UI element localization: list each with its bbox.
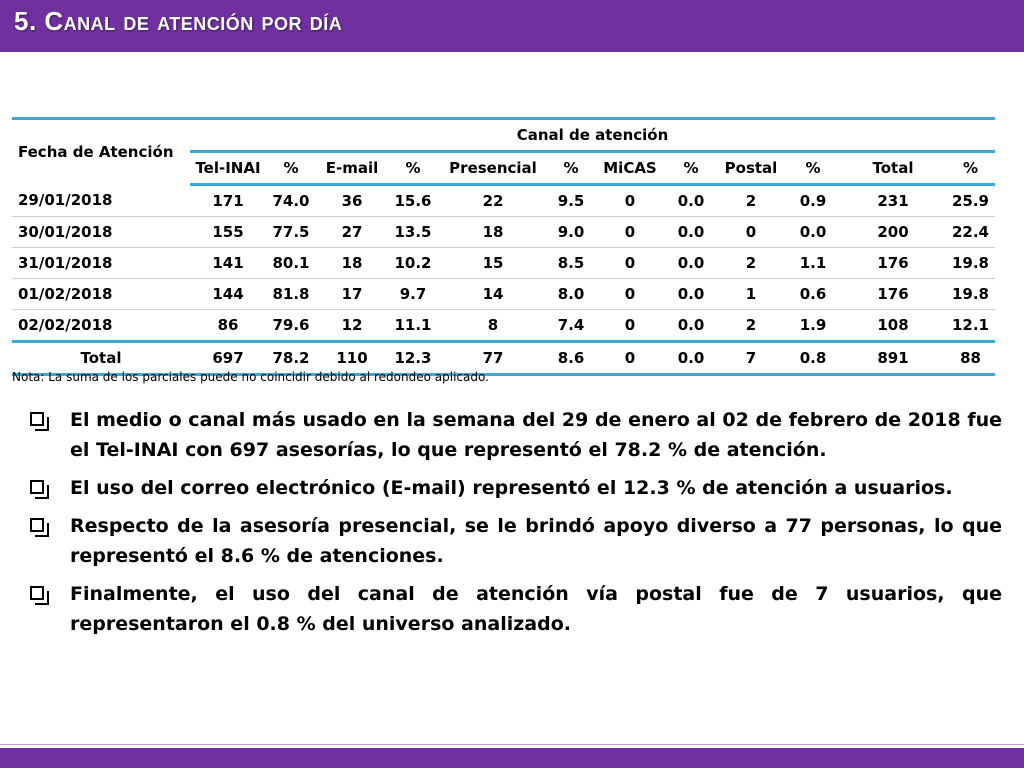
column-header: %: [786, 152, 840, 185]
table-cell: 9.5: [548, 185, 594, 217]
table-cell: 9.7: [388, 279, 438, 310]
footer-divider: [0, 744, 1024, 745]
table-cell: 0.9: [786, 185, 840, 217]
table-cell: 77: [438, 342, 548, 375]
total-label: Total: [12, 342, 190, 375]
checkbox-bullet-icon: [30, 586, 44, 600]
table-cell: 1.1: [786, 248, 840, 279]
canal-header: Canal de atención: [190, 119, 995, 152]
date-cell: 01/02/2018: [12, 279, 190, 310]
column-header: %: [266, 152, 316, 185]
column-header: MiCAS: [594, 152, 666, 185]
table-cell: 0: [594, 342, 666, 375]
table-cell: 0: [594, 310, 666, 342]
table-cell: 0.6: [786, 279, 840, 310]
table-row: [12, 310, 995, 342]
table-cell: 77.5: [266, 217, 316, 248]
bullet-item: [30, 405, 1002, 465]
title-bar: [0, 0, 1024, 52]
table-cell: 9.0: [548, 217, 594, 248]
bullet-item: [30, 511, 1002, 571]
table-cell: 10.2: [388, 248, 438, 279]
table-cell: 0.8: [786, 342, 840, 375]
table-cell: 155: [190, 217, 266, 248]
table-cell: 171: [190, 185, 266, 217]
table-cell: 2: [716, 185, 786, 217]
table-cell: 18: [438, 217, 548, 248]
table-cell: 18: [316, 248, 388, 279]
table-cell: 80.1: [266, 248, 316, 279]
bullet-text: Finalmente, el uso del canal de atención vía postal fue de 7 usuarios, que representaron el 0.8 % del universo analizado.: [70, 583, 1002, 635]
table-cell: 0.0: [666, 185, 716, 217]
table-cell: 176: [840, 248, 946, 279]
table-cell: 13.5: [388, 217, 438, 248]
table-cell: 8.6: [548, 342, 594, 375]
date-cell: 30/01/2018: [12, 217, 190, 248]
table-cell: 0.0: [666, 342, 716, 375]
attention-table: [12, 117, 995, 376]
table-cell: 79.6: [266, 310, 316, 342]
table-cell: 176: [840, 279, 946, 310]
table-cell: 0.0: [786, 217, 840, 248]
table-cell: 15.6: [388, 185, 438, 217]
table-cell: 0: [594, 185, 666, 217]
table-row: [12, 217, 995, 248]
table-cell: 86: [190, 310, 266, 342]
table-cell: 74.0: [266, 185, 316, 217]
table-cell: 14: [438, 279, 548, 310]
table-cell: 25.9: [946, 185, 995, 217]
table-cell: 81.8: [266, 279, 316, 310]
table-cell: 0.0: [666, 279, 716, 310]
table-cell: 17: [316, 279, 388, 310]
bullet-text: El uso del correo electrónico (E-mail) representó el 12.3 % de atención a usuarios.: [70, 477, 953, 499]
table-cell: 141: [190, 248, 266, 279]
table-cell: 110: [316, 342, 388, 375]
checkbox-bullet-icon: [30, 480, 44, 494]
table-cell: 11.1: [388, 310, 438, 342]
column-header: %: [548, 152, 594, 185]
table-cell: 27: [316, 217, 388, 248]
column-header: E-mail: [316, 152, 388, 185]
table-cell: 88: [946, 342, 995, 375]
table-cell: 200: [840, 217, 946, 248]
table-cell: 891: [840, 342, 946, 375]
table-cell: 22: [438, 185, 548, 217]
table-row: [12, 185, 995, 217]
table-cell: 2: [716, 310, 786, 342]
column-header: Presencial: [438, 152, 548, 185]
fecha-header: Fecha de Atención: [12, 119, 190, 185]
column-header: %: [666, 152, 716, 185]
table-cell: 12.1: [946, 310, 995, 342]
table-cell: 19.8: [946, 248, 995, 279]
date-cell: 29/01/2018: [12, 185, 190, 217]
bullet-list: [30, 405, 1002, 647]
column-header: Postal: [716, 152, 786, 185]
table-cell: 0.0: [666, 248, 716, 279]
table-cell: 12: [316, 310, 388, 342]
table-note: Nota: La suma de los parciales puede no coincidir debido al redondeo aplicado.: [12, 370, 489, 384]
table-cell: 231: [840, 185, 946, 217]
column-header: %: [946, 152, 995, 185]
table-cell: 8.5: [548, 248, 594, 279]
bullet-item: [30, 473, 1002, 503]
table-cell: 22.4: [946, 217, 995, 248]
column-header: Tel-INAI: [190, 152, 266, 185]
footer-bar: [0, 748, 1024, 768]
checkbox-bullet-icon: [30, 518, 44, 532]
table-cell: 7.4: [548, 310, 594, 342]
column-header: Total: [840, 152, 946, 185]
bullet-text: Respecto de la asesoría presencial, se le brindó apoyo diverso a 77 personas, lo que representó el 8.6 % de atenciones.: [70, 515, 1002, 567]
table-cell: 1.9: [786, 310, 840, 342]
date-cell: 31/01/2018: [12, 248, 190, 279]
table-cell: 2: [716, 248, 786, 279]
bullet-item: [30, 579, 1002, 639]
table-row: [12, 248, 995, 279]
table-cell: 0: [594, 279, 666, 310]
table-cell: 12.3: [388, 342, 438, 375]
table-cell: 0.0: [666, 310, 716, 342]
table-cell: 1: [716, 279, 786, 310]
checkbox-bullet-icon: [30, 412, 44, 426]
bullet-text: El medio o canal más usado en la semana del 29 de enero al 02 de febrero de 2018 fue el Tel-INAI con 697 asesorías, lo que representó el 78.2 % de atención.: [70, 409, 1002, 461]
date-cell: 02/02/2018: [12, 310, 190, 342]
column-header: %: [388, 152, 438, 185]
table-cell: 108: [840, 310, 946, 342]
table-cell: 78.2: [266, 342, 316, 375]
table-cell: 7: [716, 342, 786, 375]
table-cell: 0: [716, 217, 786, 248]
table-cell: 0: [594, 217, 666, 248]
table-cell: 36: [316, 185, 388, 217]
table-row: [12, 279, 995, 310]
table-cell: 0: [594, 248, 666, 279]
table-cell: 697: [190, 342, 266, 375]
table-cell: 15: [438, 248, 548, 279]
table-cell: 19.8: [946, 279, 995, 310]
table-cell: 144: [190, 279, 266, 310]
table-cell: 0.0: [666, 217, 716, 248]
slide-title: 5. Canal de atención por día: [14, 6, 343, 36]
table-cell: 8.0: [548, 279, 594, 310]
table-cell: 8: [438, 310, 548, 342]
